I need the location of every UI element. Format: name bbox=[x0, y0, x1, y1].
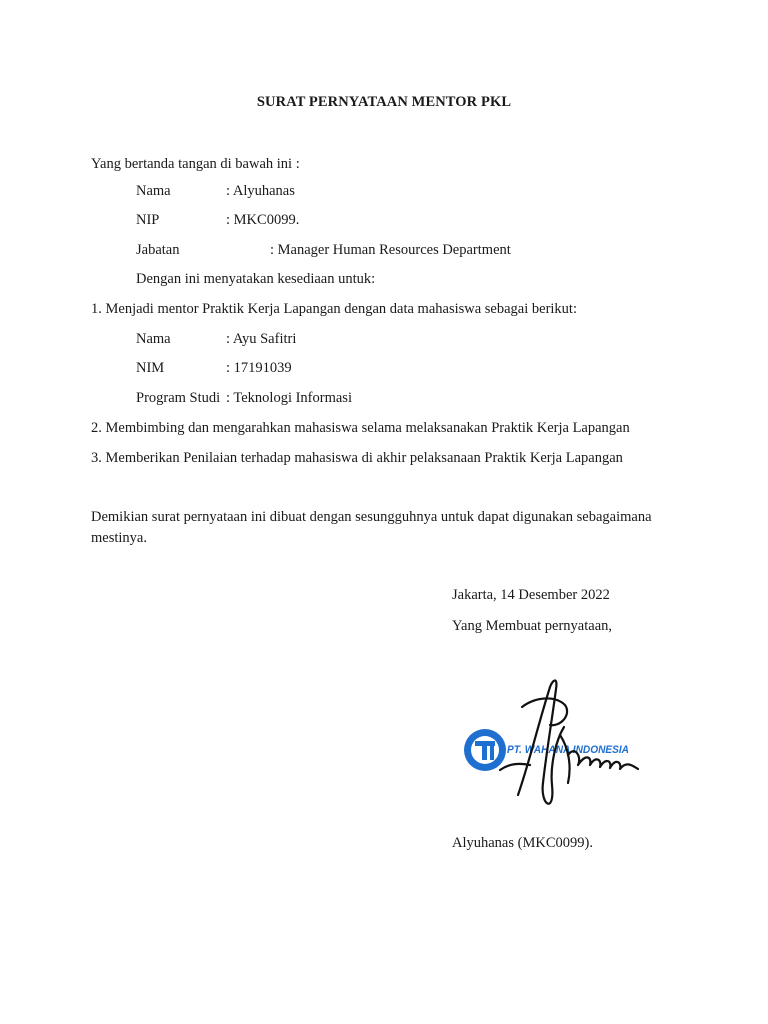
student-prodi-label: Program Studi bbox=[136, 390, 221, 406]
stamp-text: PT. WAHANA INDONESIA bbox=[507, 744, 630, 756]
signature-stamp-image bbox=[460, 665, 645, 825]
point-2: 2. Membimbing dan mengarahkan mahasiswa selama melaksanakan Praktik Kerja Lapangan bbox=[91, 420, 630, 436]
letter-title: SURAT PERNYATAAN MENTOR PKL bbox=[256, 94, 512, 110]
student-nim-label: NIM bbox=[136, 360, 165, 376]
student-name-label: Nama bbox=[136, 331, 171, 347]
signer-nip-label: NIP bbox=[136, 212, 160, 228]
student-prodi-value: : Teknologi Informasi bbox=[226, 390, 352, 406]
statement-text: Dengan ini menyatakan kesediaan untuk: bbox=[136, 271, 376, 287]
signer-jabatan-label: Jabatan bbox=[136, 242, 180, 258]
maker-label: Yang Membuat pernyataan, bbox=[452, 618, 613, 634]
signer-jabatan-value: : Manager Human Resources Department bbox=[270, 242, 511, 258]
closing-paragraph: Demikian surat pernyataan ini dibuat dengan sesungguhnya untuk dapat digunakan sebagaimana mestinya. bbox=[91, 509, 652, 546]
student-nim-value: : 17191039 bbox=[226, 360, 292, 376]
company-stamp-logo-icon bbox=[464, 729, 506, 771]
point-1: 1. Menjadi mentor Praktik Kerja Lapangan dengan data mahasiswa sebagai berikut: bbox=[91, 301, 577, 317]
student-name-value: : Ayu Safitri bbox=[226, 331, 297, 347]
place-date: Jakarta, 14 Desember 2022 bbox=[452, 587, 610, 603]
signer-name-label: Nama bbox=[136, 183, 171, 199]
intro-text: Yang bertanda tangan di bawah ini : bbox=[91, 156, 300, 172]
signer-name-value: : Alyuhanas bbox=[226, 183, 295, 199]
signer-nip-value: : MKC0099. bbox=[226, 212, 300, 228]
signature-name: Alyuhanas (MKC0099). bbox=[452, 835, 593, 851]
handwritten-signature bbox=[500, 681, 638, 804]
point-3: 3. Memberikan Penilaian terhadap mahasiswa di akhir pelaksanaan Praktik Kerja Lapangan bbox=[91, 450, 623, 466]
